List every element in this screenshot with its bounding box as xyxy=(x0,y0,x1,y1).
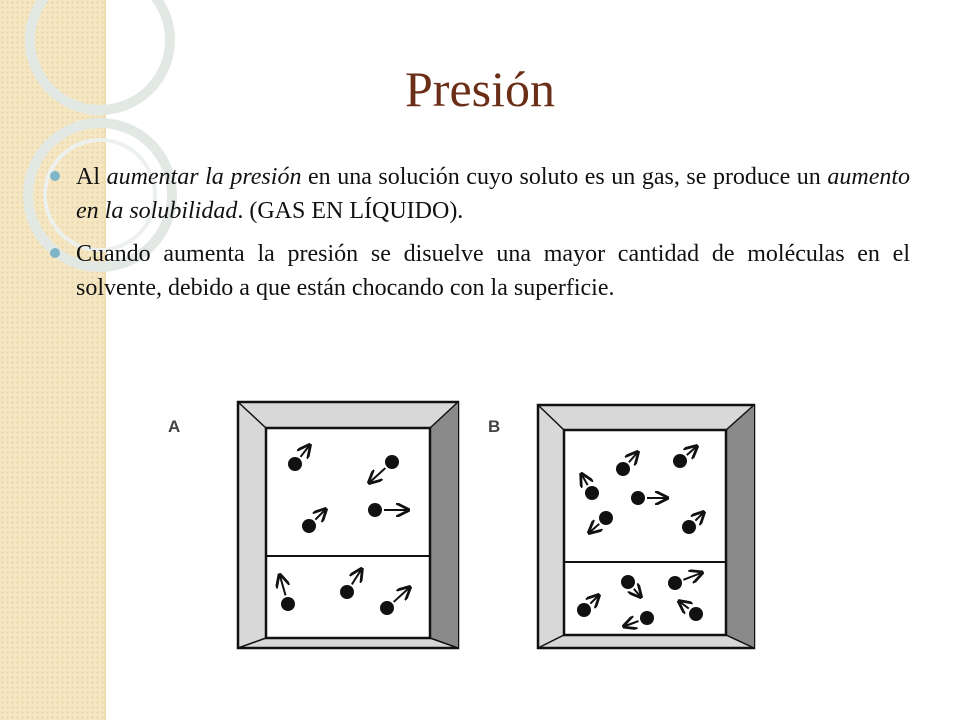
molecule xyxy=(673,454,687,468)
molecule xyxy=(368,503,382,517)
bullet-text: Cuando aumenta la presión se disuelve una mayor cantidad de moléculas en el solvente, debido a que están chocando con la superficie. xyxy=(76,241,910,301)
bullet-text: Al aumentar la presión en una solución cuyo soluto es un gas, se produce un aumento en la solubilidad. (GAS EN LÍQUIDO). xyxy=(76,164,911,224)
molecule xyxy=(599,511,613,525)
container-a xyxy=(238,402,458,648)
molecule xyxy=(281,597,295,611)
molecule xyxy=(668,576,682,590)
molecule xyxy=(585,486,599,500)
molecule xyxy=(302,519,316,533)
molecule xyxy=(380,601,394,615)
container-a-label: A xyxy=(168,417,181,436)
molecule xyxy=(340,585,354,599)
container-b-label: B xyxy=(488,417,501,436)
molecule xyxy=(385,455,399,469)
bullet-list xyxy=(50,160,910,314)
molecule xyxy=(621,575,635,589)
bullet-item xyxy=(50,160,910,228)
molecule xyxy=(631,491,645,505)
bullet-marker-icon xyxy=(50,248,60,258)
bullet-item xyxy=(50,237,910,305)
slide-title: Presión xyxy=(405,61,555,117)
molecule xyxy=(689,607,703,621)
molecule xyxy=(616,462,630,476)
molecule xyxy=(640,611,654,625)
bullet-marker-icon xyxy=(50,171,60,181)
molecule xyxy=(577,603,591,617)
molecule xyxy=(288,457,302,471)
gas-solubility-diagram xyxy=(160,390,780,720)
molecule xyxy=(682,520,696,534)
